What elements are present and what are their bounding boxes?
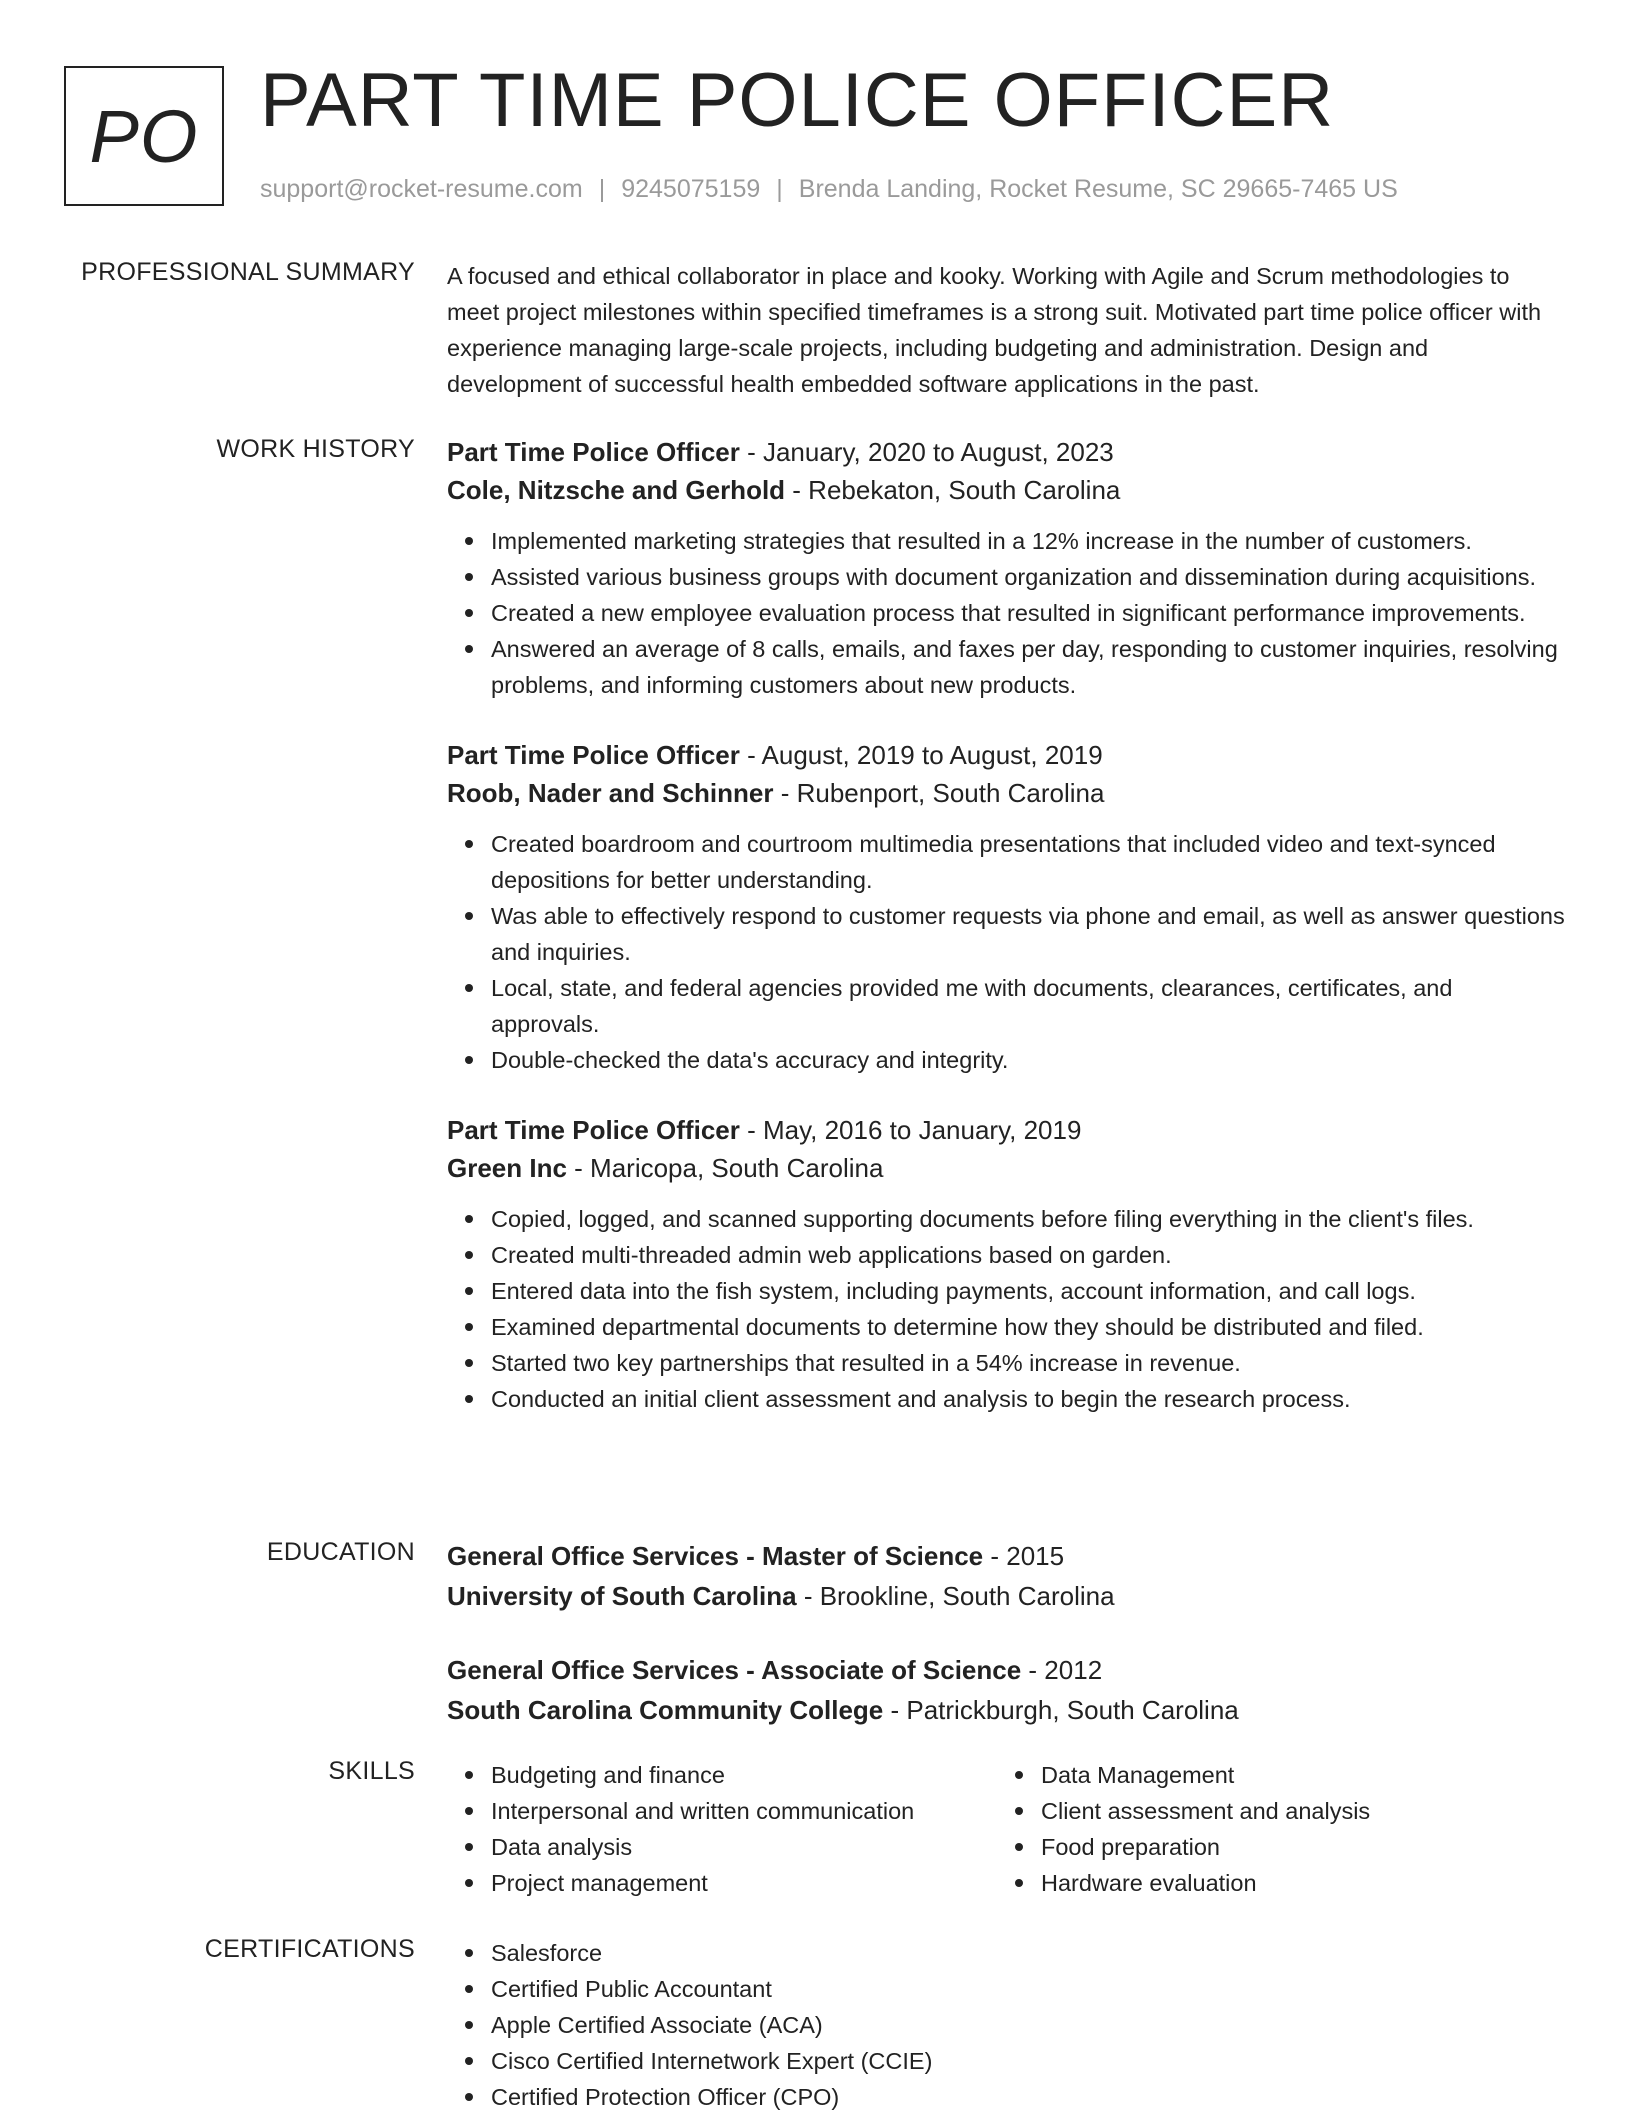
job-company-line — [447, 774, 1567, 812]
school-location: - Patrickburgh, South Carolina — [883, 1695, 1239, 1725]
list-item: Food preparation — [1041, 1829, 1547, 1865]
contact-separator: | — [776, 175, 783, 203]
education-entry — [447, 1536, 1567, 1616]
job-company-line — [447, 471, 1567, 509]
work-history-list — [447, 433, 1567, 1450]
job-bullets — [447, 1201, 1567, 1417]
job-location: - Maricopa, South Carolina — [566, 1153, 884, 1183]
job-dates: - August, 2019 to August, 2019 — [739, 740, 1103, 770]
job-company: Green Inc — [447, 1153, 567, 1183]
section-heading-certifications: CERTIFICATIONS — [204, 1935, 415, 1963]
list-item: Budgeting and finance — [491, 1757, 997, 1793]
education-entry — [447, 1650, 1567, 1730]
list-item: Interpersonal and written communication — [491, 1793, 997, 1829]
list-item: Created multi-threaded admin web applications based on garden. — [491, 1237, 1567, 1273]
degree: General Office Services - Associate of Science — [447, 1655, 1022, 1685]
job-entry — [447, 433, 1567, 703]
job-company: Roob, Nader and Schinner — [447, 778, 774, 808]
list-item: Copied, logged, and scanned supporting documents before filing everything in the client's files. — [491, 1201, 1567, 1237]
job-entry — [447, 736, 1567, 1078]
list-item: Was able to effectively respond to customer requests via phone and email, as well as answer questions and inquiries. — [491, 898, 1567, 970]
list-item: Client assessment and analysis — [1041, 1793, 1547, 1829]
list-item: Entered data into the fish system, including payments, account information, and call logs. — [491, 1273, 1567, 1309]
job-location: - Rebekaton, South Carolina — [785, 475, 1121, 505]
list-item: Project management — [491, 1865, 997, 1901]
certifications-list — [447, 1935, 1567, 2115]
graduation-year: - 2012 — [1021, 1655, 1103, 1685]
job-title-line — [447, 736, 1567, 774]
certifications-bullets — [447, 1935, 1567, 2115]
skills-bullets-left — [447, 1757, 997, 1901]
list-item: Started two key partnerships that resulted in a 54% increase in revenue. — [491, 1345, 1567, 1381]
list-item: Data analysis — [491, 1829, 997, 1865]
job-dates: - January, 2020 to August, 2023 — [739, 437, 1114, 467]
section-heading-education: EDUCATION — [266, 1538, 415, 1566]
address: Brenda Landing, Rocket Resume, SC 29665-7465 US — [798, 175, 1398, 203]
list-item: Answered an average of 8 calls, emails, and faxes per day, responding to customer inquiries, resolving problems, and informing customers about new products. — [491, 631, 1567, 703]
skills-bullets-right — [997, 1757, 1547, 1901]
section-heading-work-history: WORK HISTORY — [216, 435, 415, 463]
page-title: PART TIME POLICE OFFICER — [260, 58, 1335, 143]
education-list — [447, 1536, 1567, 1764]
job-entry — [447, 1111, 1567, 1417]
contact-separator: | — [598, 175, 606, 203]
list-item: Created a new employee evaluation process that resulted in significant performance improvements. — [491, 595, 1567, 631]
list-item: Assisted various business groups with document organization and dissemination during acquisitions. — [491, 559, 1567, 595]
email-link[interactable]: support@rocket-resume.com — [260, 175, 583, 203]
school: University of South Carolina — [447, 1581, 797, 1611]
skills-list — [447, 1757, 1567, 1901]
job-location: - Rubenport, South Carolina — [773, 778, 1105, 808]
graduation-year: - 2015 — [983, 1541, 1065, 1571]
monogram-logo: PO — [64, 66, 224, 206]
phone-number[interactable]: 9245075159 — [621, 175, 761, 203]
job-company-line — [447, 1149, 1567, 1187]
degree-line — [447, 1536, 1567, 1576]
list-item: Data Management — [1041, 1757, 1547, 1793]
degree-line — [447, 1650, 1567, 1690]
list-item: Local, state, and federal agencies provided me with documents, clearances, certificates, and approvals. — [491, 970, 1567, 1042]
list-item: Examined departmental documents to determine how they should be distributed and filed. — [491, 1309, 1567, 1345]
list-item: Double-checked the data's accuracy and integrity. — [491, 1042, 1567, 1078]
section-heading-summary: PROFESSIONAL SUMMARY — [81, 258, 415, 286]
list-item: Hardware evaluation — [1041, 1865, 1547, 1901]
job-title: Part Time Police Officer — [447, 437, 740, 467]
school-line — [447, 1576, 1567, 1616]
degree: General Office Services - Master of Science — [447, 1541, 984, 1571]
school: South Carolina Community College — [447, 1695, 884, 1725]
job-bullets — [447, 523, 1567, 703]
list-item: Apple Certified Associate (ACA) — [491, 2007, 1567, 2043]
job-title-line — [447, 1111, 1567, 1149]
skills-column-left — [447, 1757, 997, 1901]
school-location: - Brookline, South Carolina — [796, 1581, 1115, 1611]
skills-column-right — [997, 1757, 1547, 1901]
list-item: Created boardroom and courtroom multimedia presentations that included video and text-synced depositions for better understanding. — [491, 826, 1567, 898]
list-item: Salesforce — [491, 1935, 1567, 1971]
job-company: Cole, Nitzsche and Gerhold — [447, 475, 786, 505]
list-item: Certified Public Accountant — [491, 1971, 1567, 2007]
job-title: Part Time Police Officer — [447, 740, 740, 770]
school-line — [447, 1690, 1567, 1730]
job-dates: - May, 2016 to January, 2019 — [739, 1115, 1082, 1145]
list-item: Conducted an initial client assessment and analysis to begin the research process. — [491, 1381, 1567, 1417]
list-item: Cisco Certified Internetwork Expert (CCIE) — [491, 2043, 1567, 2079]
section-heading-skills: SKILLS — [328, 1757, 415, 1785]
job-title-line — [447, 433, 1567, 471]
list-item: Certified Protection Officer (CPO) — [491, 2079, 1567, 2115]
job-bullets — [447, 826, 1567, 1078]
job-title: Part Time Police Officer — [447, 1115, 740, 1145]
summary-text: A focused and ethical collaborator in place and kooky. Working with Agile and Scrum methodologies to meet project milestones within specified timeframes is a strong suit. Motivated part time police officer with experience managing large-scale projects, including budgeting and administration. Design and development of successful health embedded software applications in the past. — [447, 263, 1542, 397]
list-item: Implemented marketing strategies that resulted in a 12% increase in the number of customers. — [491, 523, 1567, 559]
contact-line — [260, 175, 1398, 204]
